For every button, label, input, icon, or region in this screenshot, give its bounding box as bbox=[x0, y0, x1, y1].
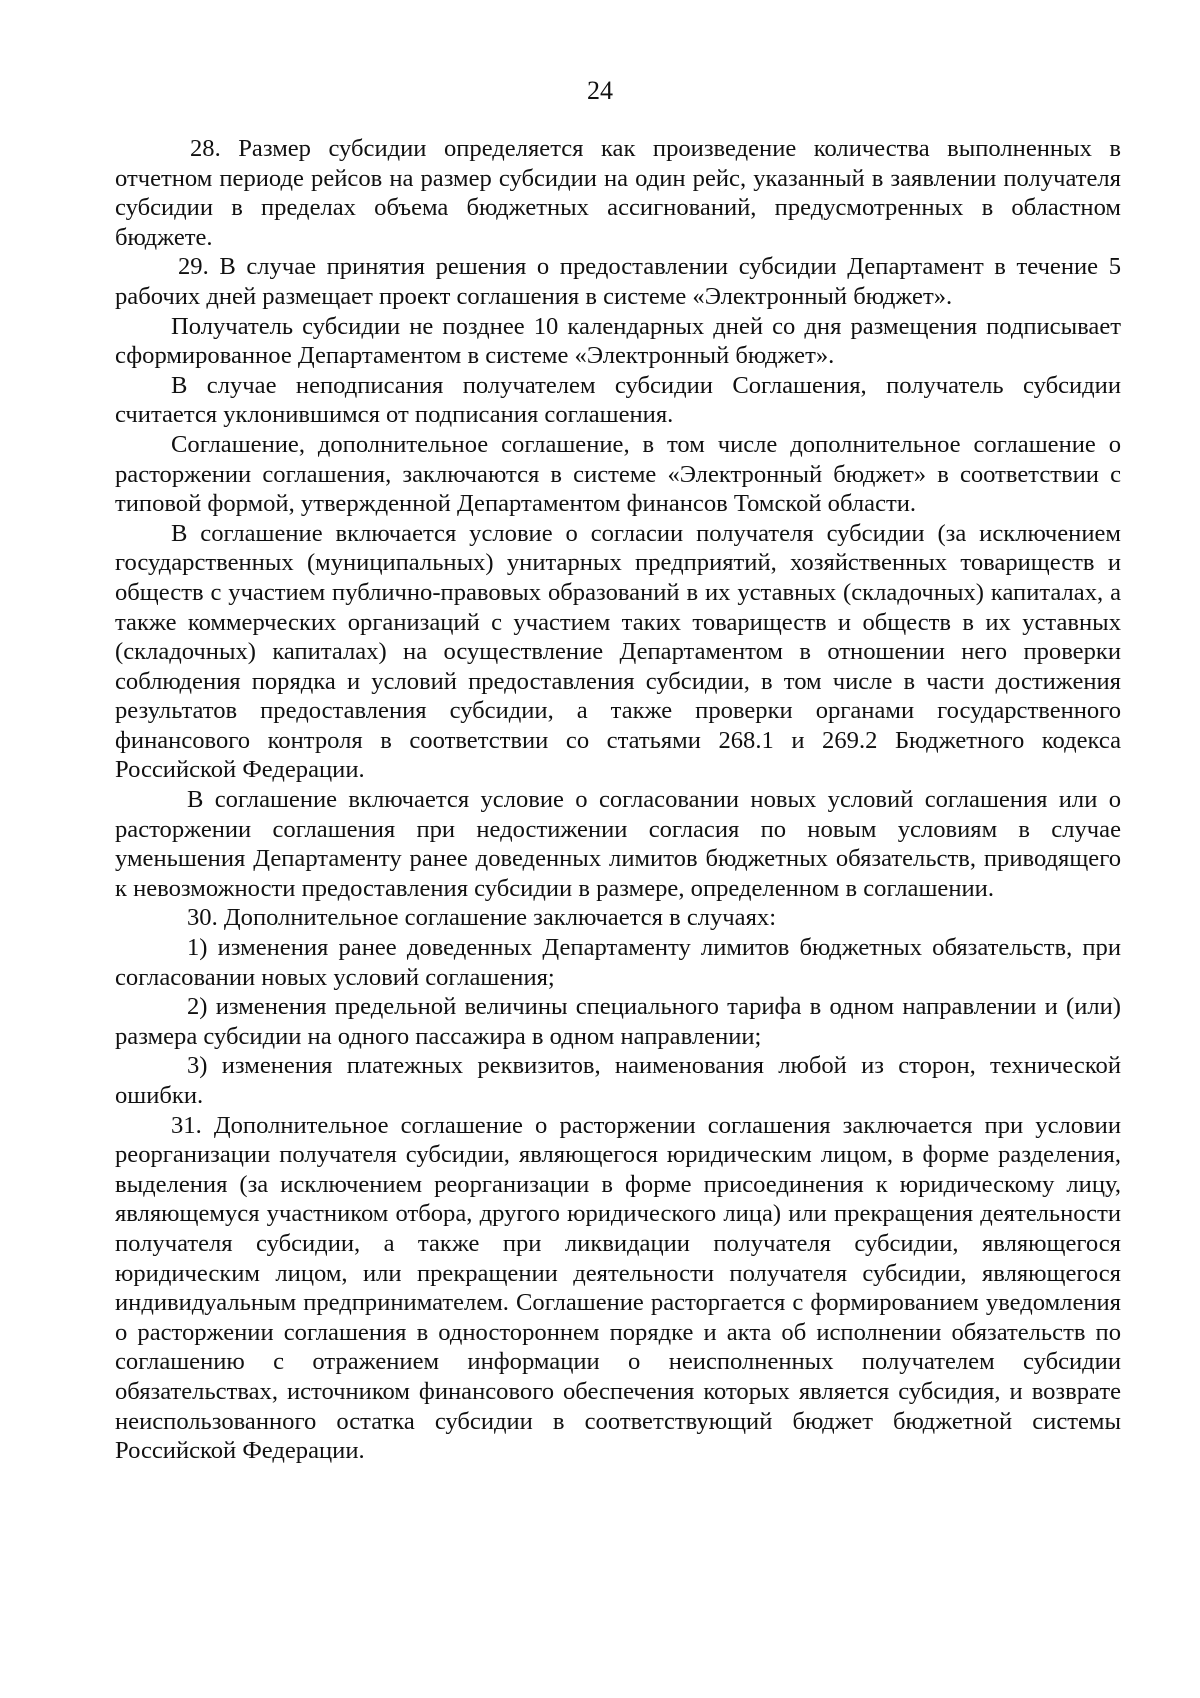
paragraph-28: 28. Размер субсидии определяется как произведение количества выполненных в отчетном периоде рейсов на размер субсидии на один рейс, указанный в заявлении получателя субсидии в пределах объема бюджетных ассигнований, предусмотренных в областном бюджете. bbox=[115, 135, 1121, 251]
paragraph-recipient-signing: Получатель субсидии не позднее 10 календарных дней со дня размещения подписывает сформированное Департаментом в системе «Электронный бюджет». bbox=[115, 312, 1121, 370]
paragraph-non-signing: В случае неподписания получателем субсидии Соглашения, получатель субсидии считается уклонившимся от подписания соглашения. bbox=[115, 371, 1121, 429]
paragraph-consent-condition: В соглашение включается условие о согласии получателя субсидии (за исключением государственных (муниципальных) унитарных предприятий, хозяйственных товариществ и обществ с участием публично-правовых образований в их уставных (складочных) капиталах, а также коммерческих организаций с участием таких товариществ и обществ в их уставных (складочных) капиталах) на осуществление Департаментом в отношении него проверки соблюдения порядка и условий предоставления субсидии, в том числе в части достижения результатов предоставления субсидии, а также проверки органами государственного финансового контроля в соответствии со статьями 268.1 и 269.2 Бюджетного кодекса Российской Федерации. bbox=[115, 519, 1121, 784]
paragraph-agreement-form: Соглашение, дополнительное соглашение, в том числе дополнительное соглашение о расторжении соглашения, заключаются в системе «Электронный бюджет» в соответствии с типовой формой, утвержденной Департаментом финансов Томской области. bbox=[115, 430, 1121, 518]
paragraph-30: 30. Дополнительное соглашение заключается в случаях: bbox=[187, 904, 777, 932]
list-item-30-2: 2) изменения предельной величины специального тарифа в одном направлении и (или) размера субсидии на одного пассажира в одном направлении; bbox=[115, 993, 1121, 1050]
list-item-30-3: 3) изменения платежных реквизитов, наименования любой из сторон, технической ошибки. bbox=[115, 1052, 1121, 1109]
list-item-30-1: 1) изменения ранее доведенных Департаменту лимитов бюджетных обязательств, при согласовании новых условий соглашения; bbox=[115, 934, 1121, 991]
paragraph-new-conditions: В соглашение включается условие о согласовании новых условий соглашения или о расторжении соглашения при недостижении согласия по новым условиям в случае уменьшения Департаменту ранее доведенных лимитов бюджетных обязательств, приводящего к невозможности предоставления субсидии в размере, определенном в соглашении. bbox=[115, 786, 1121, 902]
page-number: 24 bbox=[587, 76, 613, 105]
paragraph-31: 31. Дополнительное соглашение о расторжении соглашения заключается при условии реорганизации получателя субсидии, являющегося юридическим лицом, в форме разделения, выделения (за исключением реорганизации в форме присоединения к юридическому лицу, являющемуся участником отбора, другого юридического лица) или прекращения деятельности получателя субсидии, а также при ликвидации получателя субсидии, являющегося юридическим лицом, или прекращении деятельности получателя субсидии, являющегося индивидуальным предпринимателем. Соглашение расторгается с формированием уведомления о расторжении соглашения в одностороннем порядке и акта об исполнении обязательств по соглашению с отражением информации о неисполненных получателем субсидии обязательствах, источником финансового обеспечения которых является субсидия, и возврате неиспользованного остатка субсидии в соответствующий бюджет бюджетной системы Российской Федерации. bbox=[115, 1111, 1121, 1465]
paragraph-29: 29. В случае принятия решения о предоставлении субсидии Департамент в течение 5 рабочих дней размещает проект соглашения в системе «Электронный бюджет». bbox=[115, 253, 1121, 310]
document-body bbox=[115, 134, 1121, 1466]
